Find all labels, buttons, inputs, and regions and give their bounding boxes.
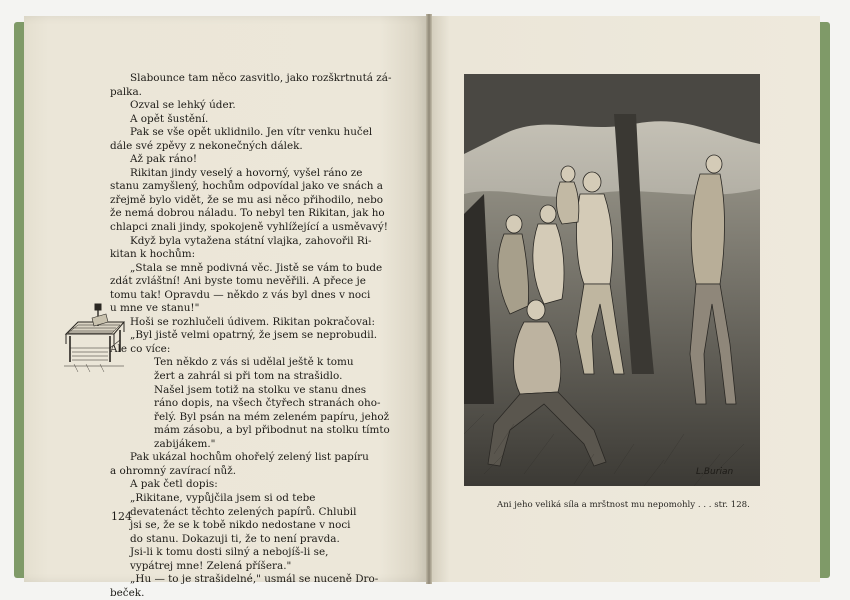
figure-head — [583, 172, 601, 192]
artist-signature: L.Burian — [696, 467, 734, 477]
text-line: chlapci znali jindy, spokojeně vyhlížející a usměvavý! — [110, 221, 388, 234]
text-line: žert a zahrál si při tom na strašidlo. — [154, 370, 343, 383]
text-line: Až pak ráno! — [130, 153, 198, 166]
text-line: stanu zamyšlený, hochům odpovídal jako ve snách a — [110, 180, 383, 193]
text-line: Ten někdo z vás si udělal ještě k tomu — [154, 356, 354, 369]
text-line: „Stala se mně podivná věc. Jistě se vám to bude — [130, 261, 383, 274]
text-line: jsi se, že se k tobě nikdo nedostane v noci — [130, 519, 351, 532]
text-line: mám zásobu, a byl přibodnut na stolku tímto — [154, 424, 390, 437]
text-line: A opět šustění. — [130, 112, 209, 125]
text-line: Ozval se lehký úder. — [130, 99, 236, 112]
text-line: že nemá dobrou náladu. To nebyl ten Rikitan, jak ho — [110, 207, 385, 220]
text-line: Slabounce tam něco zasvitlo, jako rozškrtnutá zá- — [130, 72, 392, 84]
text-line: a ohromný zavírací nůž. — [110, 464, 237, 477]
text-line: devatenáct těchto zelených papírů. Chlubil — [130, 505, 357, 518]
text-line: Hoši se rozhlučeli údivem. Rikitan pokračoval: — [130, 315, 375, 328]
text-line: vypátrej mne! Zelená příšera." — [130, 559, 292, 572]
text-line: tomu tak! Opravdu — někdo z vás byl dnes v noci — [110, 288, 371, 301]
text-line: zdát zvláštní! Ani byste tomu nevěřili. A přece je — [110, 275, 366, 288]
text-line: „Byl jistě velmi opatrný, že jsem se neprobudil. — [130, 329, 378, 342]
text-line: do stanu. Dokazuji ti, že to není pravda. — [130, 532, 340, 545]
text-line: Když byla vytažena státní vlajka, zahovořil Ri- — [130, 234, 372, 247]
text-line: palka. — [110, 85, 142, 98]
figure-torso — [577, 194, 613, 284]
text-line: A pak četl dopis: — [130, 478, 218, 491]
text-line: Rikitan jindy veselý a hovorný, vyšel ráno ze — [130, 166, 363, 179]
text-line: „Hu — to je strašidelné," usmál se nuceně Dro- — [130, 573, 379, 586]
text-line: ráno dopis, na všech čtyřech stranách oho- — [154, 397, 381, 410]
text-line: zabijákem." — [154, 437, 216, 450]
text-line: kitan k hochům: — [110, 248, 196, 261]
text-line: Pak ukázal hochům ohořelý zelený list papíru — [130, 451, 369, 464]
book-gutter — [426, 14, 432, 584]
text-line: Našel jsem totiž na stolku ve stanu dnes — [154, 383, 367, 396]
text-line: Pak se vše opět uklidnilo. Jen vítr venku hučel — [130, 126, 373, 139]
text-line: „Rikitane, vypůjčila jsem si od tebe — [130, 491, 316, 504]
text-line: u mne ve stanu!" — [110, 302, 200, 315]
text-line: Jsi-li k tomu dosti silný a nebojíš-li se, — [130, 546, 329, 559]
text-line: Ale co více: — [110, 342, 171, 355]
left-page-text — [110, 72, 392, 600]
text-line: zřejmě bylo vidět, že se mu asi něco přihodilo, nebo — [110, 193, 384, 206]
table-with-knife-vignette — [64, 300, 132, 374]
text-line: beček. — [110, 586, 145, 599]
text-line: dále své zpěvy z nekonečných dálek. — [110, 139, 303, 152]
illustration-plate — [464, 74, 760, 486]
illustration-caption: Ani jeho veliká síla a mrštnost mu nepomohly . . . str. 128. — [497, 500, 750, 510]
page-number: 124 — [111, 510, 132, 523]
text-line: řelý. Byl psán na mém zeleném papíru, jehož — [154, 410, 390, 423]
